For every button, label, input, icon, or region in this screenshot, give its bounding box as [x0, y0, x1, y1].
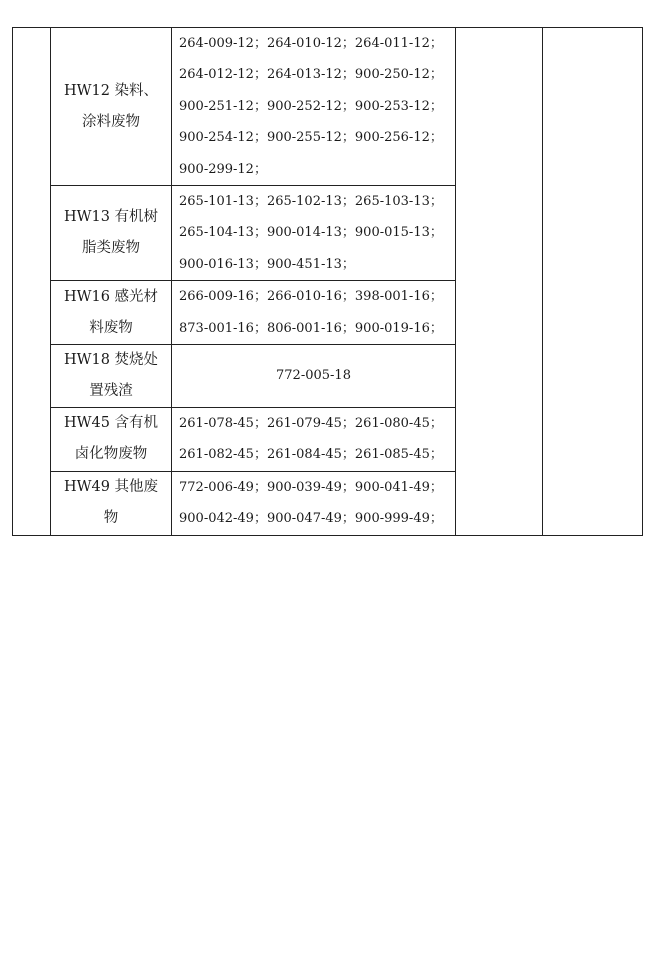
- waste-category-cell: HW12 染料、涂料废物: [51, 28, 172, 186]
- waste-code-line: 264-009-12；264-010-12；264-011-12；: [179, 36, 443, 51]
- waste-codes-cell: [172, 471, 456, 535]
- waste-codes-cell: [172, 186, 456, 281]
- waste-category-cell: HW13 有机树脂类废物: [51, 186, 172, 281]
- waste-code-line: 265-101-13；265-102-13；265-103-13；: [179, 194, 443, 210]
- waste-code-line: 261-078-45；261-079-45；261-080-45；: [179, 416, 443, 432]
- waste-code-line: 900-299-12；: [179, 161, 267, 177]
- waste-code-line: 266-009-16；266-010-16；398-001-16；: [179, 289, 443, 305]
- waste-codes-cell: [172, 281, 456, 345]
- waste-code-line: 900-042-49；900-047-49；900-999-49；: [179, 511, 443, 527]
- waste-codes-cell: [172, 28, 456, 186]
- waste-category-cell: HW16 感光材料废物: [51, 281, 172, 345]
- waste-code-line: 873-001-16；806-001-16；900-019-16；: [179, 320, 443, 336]
- waste-code-line: 264-012-12；264-013-12；900-250-12；: [179, 67, 443, 83]
- merged-empty-cell: [543, 28, 643, 536]
- waste-code-line: 261-082-45；261-084-45；261-085-45；: [179, 447, 443, 463]
- waste-category-cell: HW49 其他废物: [51, 471, 172, 535]
- hazardous-waste-table: [12, 27, 643, 536]
- waste-category-cell: HW45 含有机卤化物废物: [51, 408, 172, 472]
- waste-category-cell: HW18 焚烧处置残渣: [51, 345, 172, 408]
- waste-code-line: 772-006-49；900-039-49；900-041-49；: [179, 479, 443, 495]
- waste-code-line: 772-005-18: [276, 368, 351, 384]
- waste-code-line: 265-104-13；900-014-13；900-015-13；: [179, 225, 443, 241]
- waste-code-line: 900-251-12；900-252-12；900-253-12；: [179, 98, 443, 114]
- waste-codes-cell: [172, 345, 456, 408]
- merged-index-cell: [13, 28, 51, 536]
- merged-empty-cell: [456, 28, 543, 536]
- waste-code-line: 900-254-12；900-255-12；900-256-12；: [179, 130, 443, 146]
- waste-codes-cell: [172, 408, 456, 472]
- table-row: [13, 28, 643, 186]
- waste-code-line: 900-016-13；900-451-13；: [179, 256, 355, 272]
